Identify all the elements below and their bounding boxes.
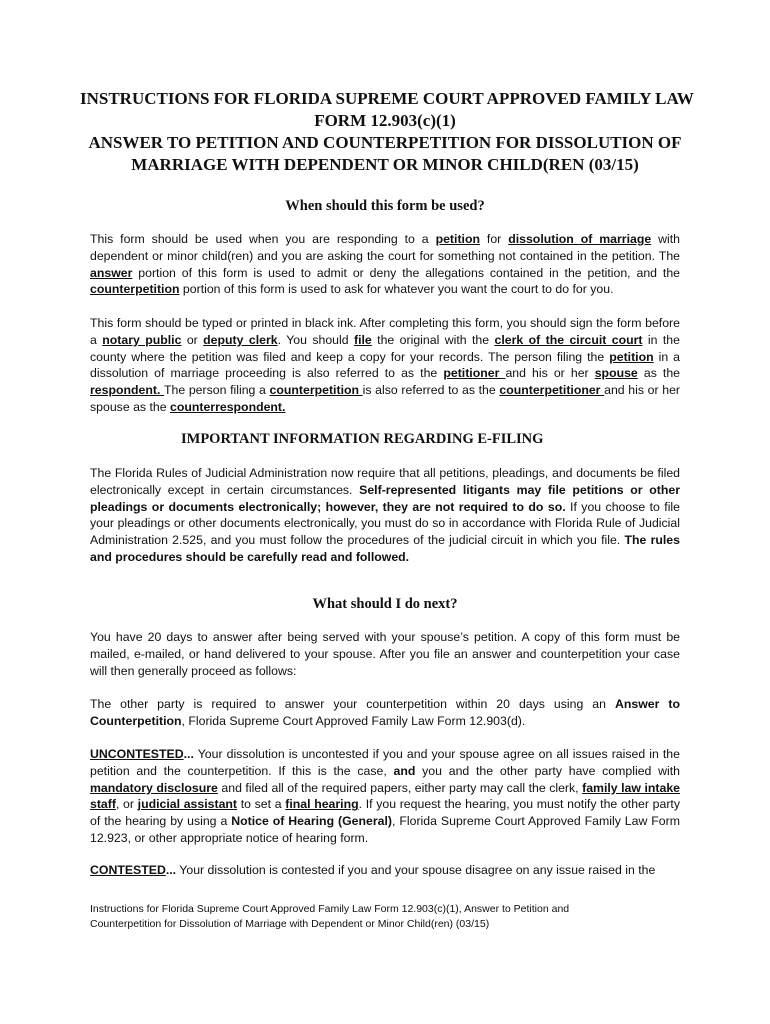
title-line-4: MARRIAGE WITH DEPENDENT OR MINOR CHILD(REN (03/15)	[131, 155, 639, 174]
term-clerk-of-circuit-court: clerk of the circuit court	[494, 332, 643, 347]
term-final-hearing: final hearing	[285, 797, 359, 812]
term-notary-public: notary public	[102, 332, 182, 347]
term-deputy-clerk: deputy clerk	[203, 332, 278, 347]
footer-line-1: Instructions for Florida Supreme Court Approved Family Law Form 12.903(c)(1), Answer to Petition and	[90, 903, 570, 915]
text: Your dissolution is contested if you and your spouse disagree on any issue raised in the	[176, 863, 656, 877]
bold-text: and	[393, 763, 416, 778]
paragraph-counterpetition-answer	[90, 696, 680, 730]
text: or	[181, 332, 204, 347]
bold-text: ...	[183, 747, 194, 761]
text: The other party is required to answer your counterpetition within 20 days using an	[90, 697, 615, 711]
bold-text: ...	[165, 863, 177, 877]
term-spouse: spouse	[594, 366, 638, 381]
term-answer: answer	[90, 265, 133, 280]
text: and his or her spouse as the	[90, 383, 680, 414]
paragraph-e-filing	[90, 465, 680, 566]
bold-text: Self-represented litigants may file petitions or other pleadings or documents electronically; however, they are not required to do so.	[90, 482, 680, 514]
term-counterpetition: counterpetition	[90, 282, 180, 297]
text: to set a	[237, 797, 286, 812]
text: This form should be typed or printed in black ink. After completing this form, you should sign the form before a	[90, 316, 680, 347]
text: If you choose to file your pleadings or other documents electronically, you must do so in accordance with Florida Rule of Judicial Administration 2.525, and you must follow the procedures of the judicial circuit in which you file.	[90, 499, 680, 548]
bold-text: Notice of Hearing (General)	[231, 814, 393, 829]
heading-when-used: When should this form be used?	[285, 198, 485, 214]
term-petition: petition	[435, 232, 480, 246]
heading-e-filing: IMPORTANT INFORMATION REGARDING E-FILING	[181, 431, 544, 447]
text: . If you request the hearing, you must notify the other party of the hearing by using a	[90, 797, 680, 829]
term-file: file	[354, 332, 372, 347]
text: , Florida Supreme Court Approved Family Law Form 12.903(d).	[181, 713, 526, 728]
text: as the	[637, 366, 681, 381]
heading-what-next: What should I do next?	[312, 596, 458, 612]
bold-text: Answer to Counterpetition	[90, 697, 680, 728]
text: is also referred to as the	[362, 383, 500, 398]
bold-text: The rules and procedures should be carefully read and followed.	[90, 533, 680, 564]
text: . You should	[277, 332, 354, 347]
term-uncontested: UNCONTESTED	[90, 747, 184, 761]
text: This form should be used when you are responding to a	[90, 232, 436, 246]
paragraph-answer-deadline: You have 20 days to answer after being served with your spouse’s petition. A copy of this form must be mailed, e-mailed, or hand delivered to your spouse. After you file an answer and counterpetition your case will then generally proceed as follows:	[90, 630, 680, 678]
text: The person filing a	[164, 383, 270, 398]
text: you and the other party have complied with	[415, 763, 680, 778]
text: portion of this form is used to ask for whatever you want the court to do for you.	[179, 282, 614, 297]
text: and filed all of the required papers, either party may call the clerk,	[217, 780, 583, 795]
text: and his or her	[505, 366, 595, 381]
term-counterpetitioner: counterpetitioner	[499, 383, 605, 398]
title-line-2: FORM 12.903(c)(1)	[314, 111, 456, 130]
text: in a dissolution of marriage proceeding is also referred to as the	[90, 349, 680, 381]
text: Your dissolution is uncontested if you and your spouse agree on all issues raised in the petition and the counterpetition. If this is the case,	[90, 747, 680, 778]
paragraph-uncontested	[90, 746, 680, 847]
term-mandatory-disclosure: mandatory disclosure	[90, 780, 218, 795]
text: , Florida Supreme Court Approved Family Law Form 12.923, or other appropriate notice of hearing form.	[90, 814, 680, 845]
text: for	[479, 232, 509, 246]
text: the original with the	[371, 332, 495, 347]
paragraph-contested	[90, 862, 680, 879]
text: The Florida Rules of Judicial Administration now require that all petitions, pleadings, and documents be filed electronically except in certain circumstances.	[90, 466, 680, 497]
term-family-law-intake-staff: family law intake staff	[90, 780, 681, 812]
text: with dependent or minor child(ren) and you are asking the court for something not contained in the petition. The	[90, 232, 681, 263]
text: , or	[115, 797, 138, 812]
term-respondent: respondent.	[90, 383, 165, 398]
title-line-3: ANSWER TO PETITION AND COUNTERPETITION FOR DISSOLUTION OF	[88, 133, 682, 152]
document-title	[80, 88, 694, 176]
text: in the county where the petition was filed and keep a copy for your records. The person filing the	[90, 332, 680, 364]
title-line-1: INSTRUCTIONS FOR FLORIDA SUPREME COURT APPROVED FAMILY LAW	[80, 89, 694, 108]
text: portion of this form is used to admit or deny the allegations contained in the petition, and the	[132, 265, 680, 280]
paragraph-filing-instructions	[90, 315, 680, 416]
footer-line-2: Counterpetition for Dissolution of Marriage with Dependent or Minor Child(ren) (03/15)	[90, 918, 490, 930]
paragraph-form-usage	[90, 231, 680, 298]
term-petitioner: petitioner	[443, 366, 506, 381]
page-footer	[90, 902, 680, 932]
term-dissolution-of-marriage: dissolution of marriage	[508, 232, 652, 246]
term-contested: CONTESTED	[90, 863, 166, 877]
term-counterpetition: counterpetition	[269, 383, 363, 398]
term-counterrespondent: counterrespondent.	[169, 399, 286, 414]
term-petition: petition	[609, 349, 654, 364]
term-judicial-assistant: judicial assistant	[137, 797, 238, 812]
